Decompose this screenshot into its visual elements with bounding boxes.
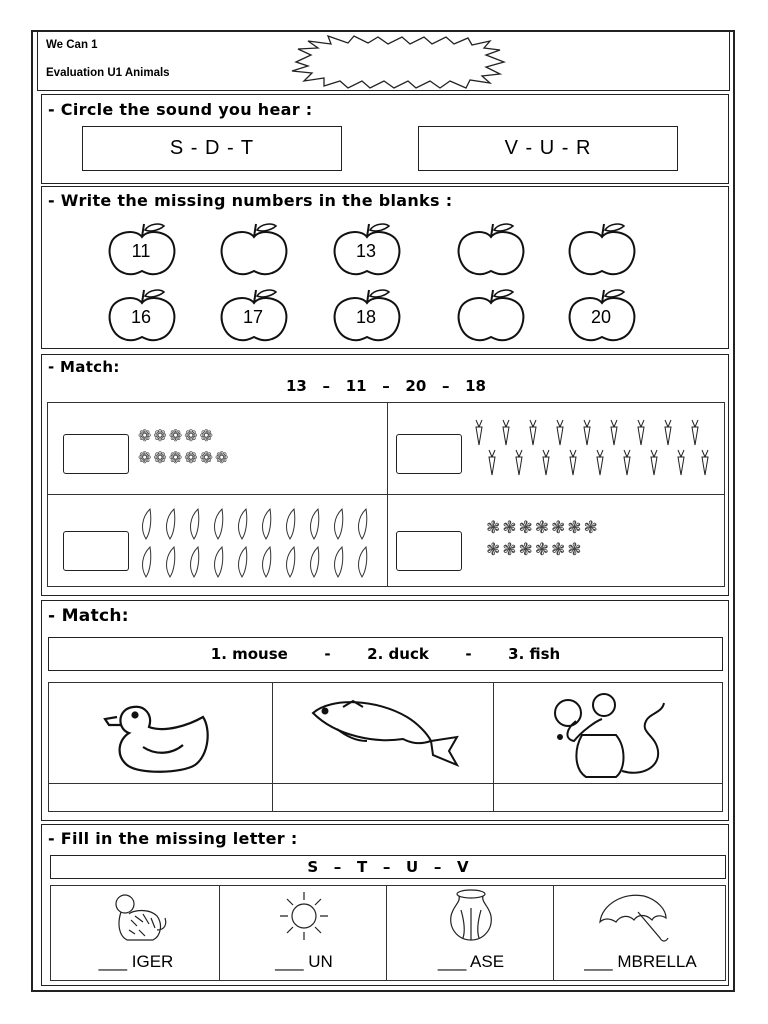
tiger-icon — [107, 890, 169, 944]
apple-blank[interactable] — [455, 221, 529, 279]
artichoke-icon: ❃❃❃❃❃❃ — [486, 540, 584, 560]
sound-group-a[interactable]: S - D - T — [82, 126, 342, 171]
answer-box[interactable] — [396, 531, 462, 571]
book-title: We Can 1 — [46, 39, 98, 51]
duck-icon — [99, 695, 224, 777]
artichoke-icon-group — [486, 517, 722, 561]
picture-cell-mouse[interactable] — [493, 682, 723, 812]
apple-blank[interactable] — [455, 287, 529, 345]
answer-box[interactable] — [63, 531, 129, 571]
section-match-counts — [41, 354, 729, 596]
pepper-icon-group — [136, 505, 384, 583]
fish-icon — [307, 693, 467, 773]
section-match-animals — [41, 600, 729, 821]
section-missing-letter — [41, 824, 729, 986]
umbrella-icon — [594, 888, 680, 944]
apple-number[interactable] — [106, 287, 180, 345]
apple-number[interactable] — [106, 221, 180, 279]
carrot-icon-group — [470, 417, 720, 481]
match-counts-title: - Match: — [48, 358, 120, 376]
header-box — [37, 31, 730, 91]
apple-number-label: 20 — [590, 307, 612, 327]
word-vase[interactable]: ___ ASE — [437, 952, 505, 971]
word-sun[interactable]: ___ UN — [275, 952, 333, 971]
count-cell-carrot — [387, 402, 725, 495]
apple-number[interactable] — [218, 287, 292, 345]
animal-options: 1. mouse - 2. duck - 3. fish — [48, 637, 723, 671]
vase-icon — [441, 888, 501, 944]
apple-number-label: 11 — [131, 241, 151, 261]
apple-number[interactable] — [566, 287, 640, 345]
count-cell-artichoke — [387, 494, 725, 587]
pepper-icon — [143, 509, 151, 539]
apple-number[interactable] — [331, 221, 405, 279]
word-cell-vase — [386, 885, 554, 981]
mouse-icon — [546, 691, 676, 783]
picture-cell-fish[interactable] — [272, 682, 494, 812]
cabbage-icon: ❁❁❁❁❁❁ — [138, 448, 231, 467]
apple-blank[interactable] — [218, 221, 292, 279]
word-tiger[interactable]: ___ IGER — [98, 952, 174, 971]
sun-icon — [272, 890, 336, 942]
apple-number-label: 17 — [242, 307, 264, 327]
answer-line-row — [48, 783, 723, 784]
sounds-title: - Circle the sound you hear : — [48, 100, 313, 119]
apple-number-label: 18 — [355, 307, 377, 327]
apple-number-label: 16 — [130, 307, 152, 327]
match-animals-title: - Match: — [48, 606, 129, 626]
picture-cell-duck[interactable] — [48, 682, 273, 812]
sound-group-b[interactable]: V - U - R — [418, 126, 678, 171]
burst-shape — [286, 35, 508, 89]
count-cell-pepper — [47, 494, 388, 587]
word-umbrella[interactable]: ___ MBRELLA — [584, 952, 697, 971]
missing-numbers-title: - Write the missing numbers in the blanks : — [48, 191, 453, 210]
word-cell-sun — [219, 885, 387, 981]
word-cell-tiger — [50, 885, 220, 981]
match-numbers: 13 – 11 – 20 – 18 — [286, 377, 486, 395]
carrot-icon — [476, 420, 482, 445]
evaluation-title: Evaluation U1 Animals — [46, 67, 170, 79]
cabbage-icon: ❁❁❁❁❁ — [138, 426, 216, 445]
apple-blank[interactable] — [566, 221, 640, 279]
cabbage-icon-group — [138, 425, 382, 469]
word-cell-umbrella — [553, 885, 726, 981]
section-sounds — [41, 94, 729, 184]
letter-options: S – T – U – V — [50, 855, 726, 879]
artichoke-icon: ❃❃❃❃❃❃❃ — [486, 518, 600, 538]
apple-number-label: 13 — [355, 241, 377, 261]
answer-box[interactable] — [63, 434, 129, 474]
answer-box[interactable] — [396, 434, 462, 474]
apple-number[interactable] — [331, 287, 405, 345]
count-cell-cabbage — [47, 402, 388, 495]
missing-letter-title: - Fill in the missing letter : — [48, 829, 298, 848]
